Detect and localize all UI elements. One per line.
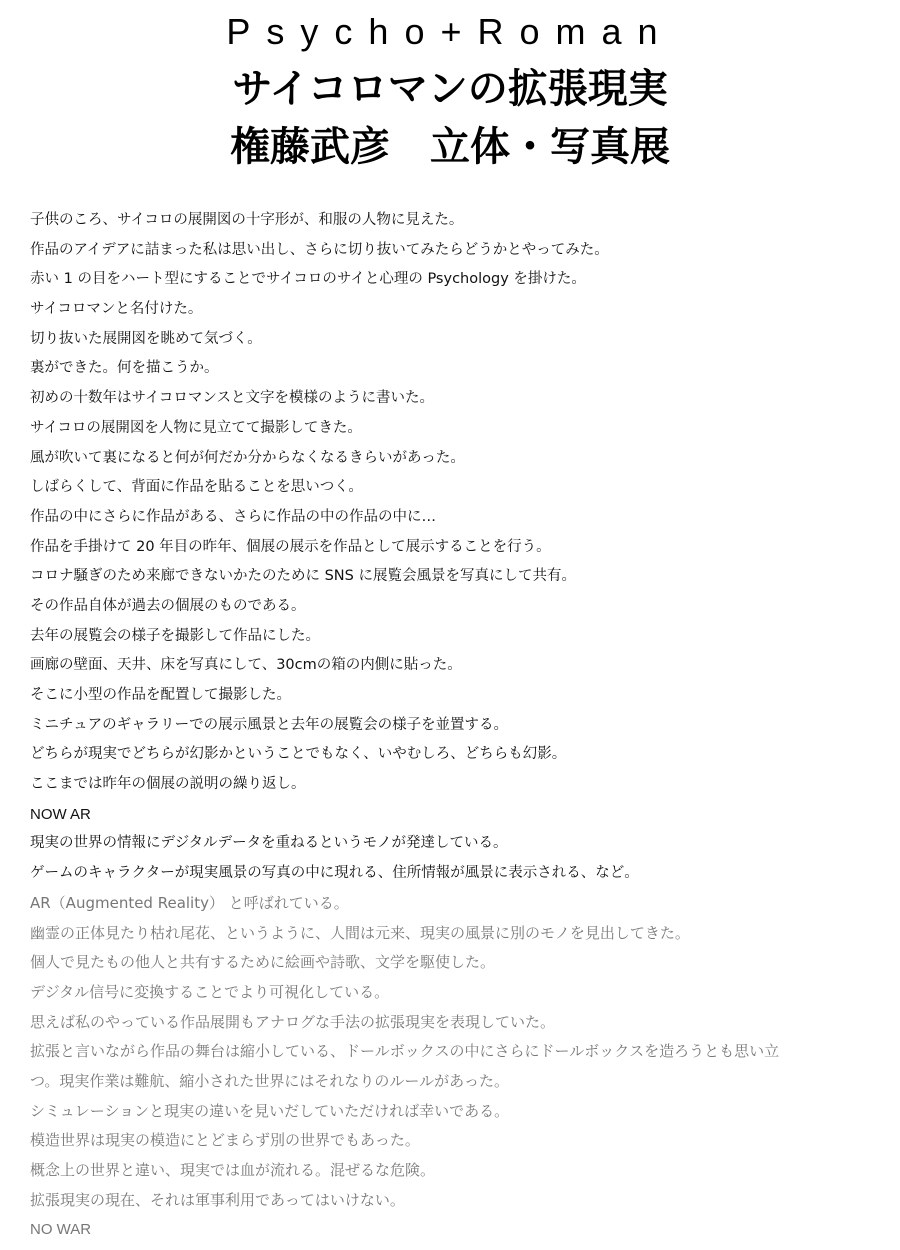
body-line: 拡張現実の現在、それは軍事利用であってはいけない。 xyxy=(30,1190,405,1209)
body-line: 風が吹いて裏になると何が何だか分からなくなるきらいがあった。 xyxy=(30,449,465,466)
body-line: 幽霊の正体見たり枯れ尾花、というように、人間は元来、現実の風景に別のモノを見出してきた。 xyxy=(30,923,690,942)
title-english: Psycho+Roman xyxy=(226,11,674,52)
title-japanese-main: サイコロマンの拡張現実 xyxy=(232,66,668,112)
body-line: サイコロの展開図を人物に見立てて撮影してきた。 xyxy=(30,419,362,436)
body-line: 裏ができた。何を描こうか。 xyxy=(30,360,219,377)
body-line: 作品のアイデアに詰まった私は思い出し、さらに切り抜いてみたらどうかとやってみた。 xyxy=(30,241,609,258)
body-line: AR（Augmented Reality） と呼ばれている。 xyxy=(30,893,349,912)
body-line: 去年の展覧会の様子を撮影して作品にした。 xyxy=(30,627,320,644)
body-line: 作品を手掛けて 20 年目の昨年、個展の展示を作品として展示することを行う。 xyxy=(30,538,551,555)
body-line: 個人で見たもの他人と共有するために絵画や詩歌、文学を駆使した。 xyxy=(30,953,496,972)
body-line: 切り抜いた展開図を眺めて気づく。 xyxy=(30,330,262,347)
body-line: 拡張と言いながら作品の舞台は縮小している、ドールボックスの中にさらにドールボックスを造ろうとも思い立 xyxy=(30,1042,780,1061)
body-line: コロナ騒ぎのため来廊できないかたのために SNS に展覧会風景を写真にして共有。 xyxy=(30,568,576,585)
body-line: 思えば私のやっている作品展開もアナログな手法の拡張現実を表現していた。 xyxy=(30,1012,556,1031)
body-line: 現実の世界の情報にデジタルデータを重ねるというモノが発達している。 xyxy=(30,835,508,852)
body-line-no-war: NO WAR xyxy=(30,1221,92,1239)
statement-body xyxy=(30,206,895,1245)
body-line: ここまでは昨年の個展の説明の繰り返し。 xyxy=(30,776,306,793)
body-line: そこに小型の作品を配置して撮影した。 xyxy=(30,687,291,703)
body-line: ゲームのキャラクターが現実風景の写真の中に現れる、住所情報が風景に表示される、など。 xyxy=(30,865,639,882)
body-line: サイコロマンと名付けた。 xyxy=(30,301,203,318)
body-line: どちらが現実でどちらが幻影かということでもなく、いやむしろ、どちらも幻影。 xyxy=(30,746,567,763)
title-artist-exhibition: 権藤武彦 立体・写真展 xyxy=(230,124,670,170)
body-line: 作品の中にさらに作品がある、さらに作品の中の作品の中に… xyxy=(30,508,436,525)
body-line: 初めの十数年はサイコロマンスと文字を模様のように書いた。 xyxy=(30,390,434,407)
body-line: 画廊の壁面、天井、床を写真にして、30cmの箱の内側に貼った。 xyxy=(30,657,462,674)
body-line-now-ar: NOW AR xyxy=(30,805,91,823)
body-line: 概念上の世界と違い、現実では血が流れる。混ぜるな危険。 xyxy=(30,1161,436,1179)
body-line: デジタル信号に変換することでより可視化している。 xyxy=(30,982,390,1001)
body-line: その作品自体が過去の個展のものである。 xyxy=(30,597,306,614)
body-line: 模造世界は現実の模造にとどまらず別の世界でもあった。 xyxy=(30,1131,420,1150)
body-line: つ。現実作業は難航、縮小された世界にはそれなりのルールがあった。 xyxy=(30,1071,509,1090)
body-line: しばらくして、背面に作品を貼ることを思いつく。 xyxy=(30,479,363,496)
body-line: 子供のころ、サイコロの展開図の十字形が、和服の人物に見えた。 xyxy=(30,212,464,228)
body-line: ミニチュアのギャラリーでの展示風景と去年の展覧会の様子を並置する。 xyxy=(30,716,509,733)
body-line: シミュレーションと現実の違いを見いだしていただければ幸いである。 xyxy=(30,1101,510,1120)
body-line: 赤い 1 の目をハート型にすることでサイコロのサイと心理の Psychology を掛けた。 xyxy=(30,271,586,288)
